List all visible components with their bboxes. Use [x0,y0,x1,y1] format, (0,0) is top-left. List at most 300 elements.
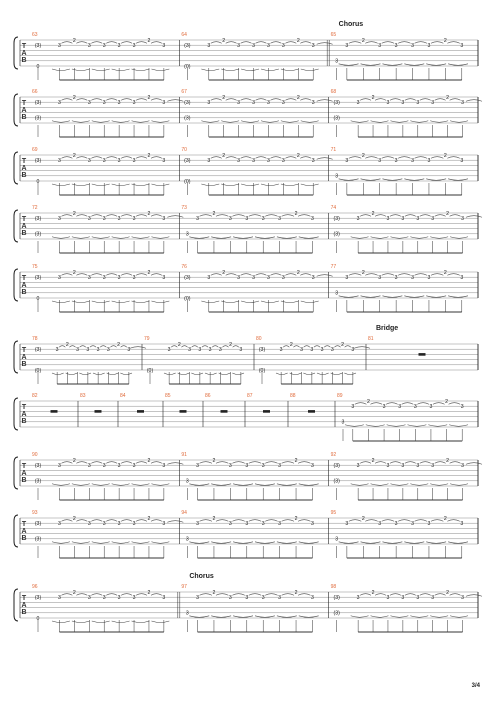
tie-over-barline [466,216,482,218]
fret-number: 3 [460,404,464,410]
fret-number: 2 [147,152,151,159]
slur-arc [216,520,228,522]
bass-tie-arc [382,542,402,544]
slur-arc [420,99,431,101]
fret-number: 2 [443,37,447,44]
fret-number: 2 [72,210,76,217]
slur-arc [91,99,102,101]
section-label: Bridge [376,325,399,332]
fret-number: 3 [117,275,121,281]
fret-number: 2 [72,94,76,101]
fret-number: 2 [212,210,216,217]
whole-rest [263,410,270,413]
fret-number: 3 [398,404,402,410]
slur-arc [365,157,377,159]
slur-arc [386,403,398,405]
fret-number: 3 [58,216,61,222]
slur-arc [285,99,296,101]
fret-number: 3 [132,275,136,281]
tied-bass-note: (3) [34,115,42,122]
fret-number: 3 [117,43,121,49]
tied-head-note: (3) [258,347,266,353]
slur-arc [450,215,461,217]
fret-number: 3 [102,216,106,222]
fret-number: 3 [162,216,166,222]
fret-number: 2 [72,152,76,159]
slur-arc [106,594,117,596]
slur-arc [200,215,212,217]
fret-number: 3 [167,347,171,353]
bass-tie-arc [301,184,319,186]
fret-number: 3 [427,43,431,49]
slur-arc [249,215,261,217]
fret-number: 3 [132,100,136,106]
slur-arc [136,99,147,101]
bass-tie-arc [448,542,468,544]
fret-number: 2 [147,269,151,276]
slur-arc [265,594,277,596]
bass-tie-arc [404,179,424,181]
bass-tie-arc [151,621,169,623]
bass-tie-arc [301,69,319,71]
slur-arc [270,274,281,276]
slur-arc [349,42,361,44]
whole-rest [51,410,58,413]
slur-arc [398,157,410,159]
fret-number: 3 [416,216,420,222]
slur-arc [334,346,340,348]
fret-number: 3 [320,347,324,353]
section-label: Chorus [338,21,364,28]
slur-arc [390,462,401,464]
slur-arc [69,346,75,348]
bass-tie-arc [52,237,70,239]
bass-tie-arc [299,616,319,618]
slur-arc [76,520,87,522]
measure-number: 82 [32,393,38,399]
tab-clef-letter: T [21,404,27,411]
fret-number: 3 [427,158,431,164]
bass-tie-arc [92,301,110,303]
bass-tie-arc [301,301,319,303]
fret-number: 3 [431,100,435,106]
tied-bass-note: (3) [333,478,340,485]
fret-number: 2 [212,515,216,522]
bass-tie-arc [52,621,70,623]
bass-tie-arc [277,616,297,618]
system-brace [14,589,18,621]
bass-tie-arc [151,69,169,71]
bass-tie-arc [344,373,356,375]
slur-arc [300,99,311,101]
measure-number: 72 [32,205,38,211]
fret-number: 3 [239,347,243,353]
bass-tie-arc [151,301,169,303]
fret-number: 3 [411,43,414,49]
bass-tie-arc [339,64,359,66]
measure-number: 97 [181,584,187,590]
tied-head-note: (3) [333,216,340,222]
bass-tie-arc [351,237,369,239]
tab-clef-letter: T [21,43,27,50]
tie-over-barline [167,463,183,465]
fret-number: 3 [102,43,106,49]
tied-bass-note: (3) [333,231,340,238]
measure-number: 63 [32,32,38,38]
slur-arc [447,274,459,276]
fret-number: 3 [58,595,61,601]
tie-over-barline [317,275,333,277]
fret-number: 3 [102,158,106,164]
fret-number: 3 [162,595,166,601]
fret-number: 3 [102,275,106,281]
slur-arc [375,215,386,217]
tie-over-barline [167,100,183,102]
bass-tie-arc [426,542,446,544]
slur-arc [300,274,311,276]
fret-number: 3 [386,463,390,469]
fret-number: 2 [222,37,226,44]
fret-number: 3 [87,275,91,281]
bass-tie-arc [371,237,389,239]
slur-arc [298,215,310,217]
fret-number: 3 [401,100,405,106]
bass-tie-arc [189,237,209,239]
bass-tie-arc [151,237,169,239]
bass-tie-arc [261,301,279,303]
slur-arc [76,274,87,276]
tie-over-barline [466,100,482,102]
bass-tie-arc [232,373,244,375]
slur-arc [212,346,218,348]
bass-tie-arc [261,121,279,123]
fret-number: 3 [386,100,390,106]
bass-tie-arc [382,296,402,298]
bass-note: 3 [185,478,189,485]
measure-number: 71 [330,147,337,153]
fret-number: 3 [207,100,211,106]
fret-number: 3 [281,100,285,106]
slur-arc [435,594,446,596]
fret-number: 3 [228,595,232,601]
tab-clef-letter: B [21,289,27,296]
fret-number: 2 [296,37,300,44]
slur-arc [211,157,222,159]
fret-number: 3 [378,275,382,281]
fret-number: 3 [261,595,265,601]
fret-number: 2 [147,457,151,464]
bass-tie-arc [371,616,389,618]
fret-number: 3 [261,521,265,527]
tied-bass-note: (0) [184,178,191,185]
fret-number: 3 [237,100,241,106]
fret-number: 3 [132,43,136,49]
bass-tie-arc [233,542,253,544]
fret-number: 2 [361,152,365,159]
fret-number: 3 [207,158,211,164]
system-brace [14,341,18,373]
bass-tie-arc [387,425,406,427]
fret-number: 3 [330,347,334,353]
whole-rest [95,410,102,413]
tied-head-note: (3) [34,347,42,353]
measure-number: 65 [330,32,337,38]
bass-tie-arc [339,179,359,181]
bass-tie-arc [72,484,90,486]
fret-number: 2 [229,341,233,348]
tab-clef-letter: B [21,418,27,425]
tab-clef-letter: T [21,521,27,528]
bass-tie-arc [410,484,428,486]
slur-arc [90,346,96,348]
fret-number: 3 [416,595,420,601]
bass-tie-arc [430,237,448,239]
bass-tie-arc [450,616,468,618]
tie-over-barline [466,463,482,465]
fret-number: 3 [394,275,398,281]
fret-number: 2 [294,457,298,464]
measure-number: 93 [32,510,38,516]
bass-tie-arc [277,484,297,486]
slur-arc [106,215,117,217]
slur-arc [211,99,222,101]
fret-number: 3 [252,275,255,281]
bass-tie-arc [189,484,209,486]
measure-number: 64 [181,32,187,38]
slur-arc [349,274,361,276]
slur-arc [420,215,431,217]
tie-over-barline [167,521,183,523]
bass-tie-arc [72,542,90,544]
fret-number: 2 [361,269,365,276]
fret-number: 3 [58,275,61,281]
fret-number: 3 [132,521,136,527]
bass-tie-arc [189,616,209,618]
slur-arc [151,594,162,596]
fret-number: 3 [401,216,405,222]
page-number: 3/4 [471,683,480,689]
fret-number: 2 [72,457,76,464]
bass-tie-arc [390,237,408,239]
bass-tie-arc [112,121,130,123]
bass-tie-arc [93,373,105,375]
fret-number: 2 [446,457,450,464]
fret-number: 3 [461,595,464,601]
bass-tie-arc [132,121,150,123]
fret-number: 3 [278,521,282,527]
fret-number: 3 [117,463,121,469]
slur-arc [265,520,277,522]
fret-number: 3 [311,216,314,222]
bass-tie-arc [120,373,132,375]
tied-head-note: (3) [34,43,42,49]
measure-number: 73 [181,205,187,211]
fret-number: 2 [443,152,447,159]
slur-arc [232,594,244,596]
bass-tie-arc [430,121,448,123]
slur-arc [241,157,252,159]
measure-number: 84 [120,393,126,399]
fret-number: 2 [443,515,447,522]
bass-tie-arc [79,373,91,375]
tied-bass-note: (0) [184,295,191,302]
bass-tie-arc [52,69,70,71]
slur-arc [256,99,267,101]
slur-arc [285,274,296,276]
slur-arc [435,99,446,101]
tab-clef-letter: T [21,158,27,165]
slur-arc [349,157,361,159]
measure-number: 69 [32,147,38,153]
fret-number: 3 [162,521,166,527]
tab-clef-letter: A [21,354,27,361]
fret-number: 3 [311,595,314,601]
fret-number: 2 [72,37,76,44]
bass-tie-arc [361,296,381,298]
slur-arc [270,99,281,101]
slur-arc [285,42,296,44]
tab-clef-letter: A [21,528,27,535]
fret-number: 3 [87,216,91,222]
slur-arc [76,462,87,464]
fret-number: 3 [460,521,464,527]
slur-arc [402,403,414,405]
slur-arc [106,462,117,464]
slur-arc [431,274,443,276]
fret-number: 2 [117,341,121,348]
slur-arc [76,99,87,101]
fret-number: 3 [345,275,349,281]
fret-number: 3 [427,275,431,281]
slur-arc [375,594,386,596]
slur-arc [216,462,228,464]
bass-tie-arc [241,184,259,186]
slur-arc [59,346,65,348]
fret-number: 3 [394,521,398,527]
fret-number: 3 [261,216,265,222]
fret-number: 3 [345,158,349,164]
bass-tie-arc [151,184,169,186]
bass-tie-arc [211,542,231,544]
fret-number: 3 [356,595,360,601]
fret-number: 2 [147,37,151,44]
tab-clef-letter: A [21,223,27,230]
slur-arc [202,346,208,348]
slur-arc [151,520,162,522]
measure-number: 80 [256,336,262,342]
bass-tie-arc [132,542,150,544]
fret-number: 3 [96,347,100,353]
slur-arc [370,403,382,405]
tab-clef-letter: B [21,114,27,121]
fret-number: 3 [394,43,398,49]
bass-tie-arc [211,237,231,239]
system-brace [14,37,18,69]
fret-number: 3 [87,463,91,469]
slur-arc [61,99,72,101]
fret-number: 3 [55,347,59,353]
slur-arc [241,99,252,101]
fret-number: 3 [245,521,249,527]
fret-number: 3 [429,404,433,410]
fret-number: 3 [311,463,314,469]
tab-clef-letter: T [21,216,27,223]
fret-number: 2 [222,152,226,159]
slur-arc [151,42,162,44]
slur-arc [249,462,261,464]
slur-arc [355,403,367,405]
fret-number: 2 [212,589,216,596]
bass-tie-arc [92,184,110,186]
tab-clef-letter: A [21,165,27,172]
slur-arc [121,215,132,217]
slur-arc [360,594,371,596]
bass-tie-arc [52,373,64,375]
fret-number: 3 [416,463,420,469]
bass-tie-arc [211,616,231,618]
bass-tie-arc [189,542,209,544]
slur-arc [121,274,132,276]
bass-tie-arc [72,237,90,239]
slur-arc [447,42,459,44]
slur-arc [450,462,461,464]
bass-tie-arc [450,237,468,239]
tab-clef-letter: A [21,282,27,289]
fret-number: 3 [351,347,355,353]
bass-tie-arc [112,184,130,186]
slur-arc [298,462,310,464]
slur-arc [256,157,267,159]
slur-arc [91,42,102,44]
bass-tie-arc [255,484,275,486]
system-brace [14,398,18,430]
bass-tie-arc [339,542,359,544]
slur-arc [405,215,416,217]
slur-arc [171,346,177,348]
bass-tie-arc [255,616,275,618]
fret-number: 3 [87,100,91,106]
measure-number: 81 [368,336,374,342]
slur-arc [151,99,162,101]
fret-number: 2 [445,398,449,405]
slur-arc [222,346,228,348]
slur-arc [420,594,431,596]
slur-arc [106,99,117,101]
fret-number: 2 [222,269,226,276]
slur-arc [390,594,401,596]
tied-head-note: (3) [34,595,42,601]
system-brace [14,457,18,489]
slur-arc [390,215,401,217]
slur-arc [282,462,294,464]
measure-number: 79 [144,336,150,342]
slur-arc [106,157,117,159]
slur-arc [405,594,416,596]
fret-number: 3 [281,43,285,49]
slur-arc [110,346,116,348]
slur-arc [91,157,102,159]
slur-arc [121,594,132,596]
slur-arc [91,215,102,217]
system-brace [14,515,18,547]
tied-bass-note: (0) [184,63,191,70]
fret-number: 3 [261,463,265,469]
slur-arc [91,594,102,596]
tied-bass-note: (0) [258,367,266,374]
whole-rest [180,410,187,413]
tied-head-note: (3) [184,100,191,106]
slur-arc [365,520,377,522]
